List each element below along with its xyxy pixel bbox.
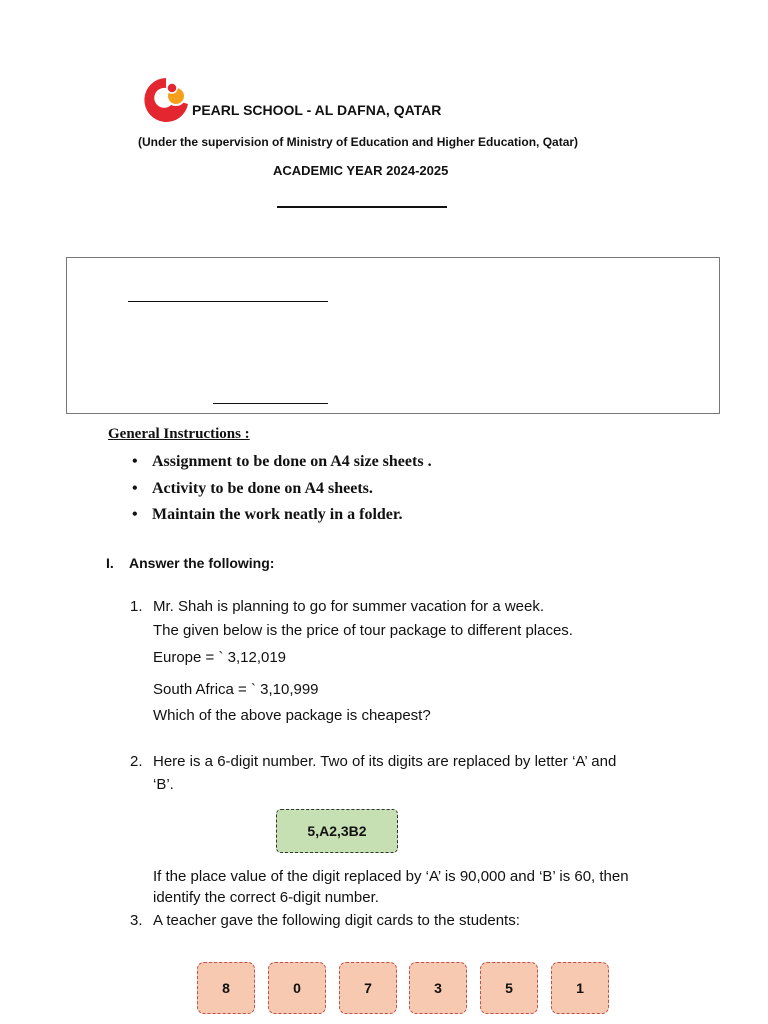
date-blank-line	[213, 403, 328, 404]
q1-line1: Mr. Shah is planning to go for summer vacation for a week.	[153, 598, 545, 615]
bullet-icon: •	[132, 506, 138, 523]
question-number: 3.	[130, 912, 143, 929]
instruction-text: Maintain the work neatly in a folder.	[152, 506, 403, 523]
q2-line3: If the place value of the digit replaced by ‘A’ is 90,000 and ‘B’ is 60, then	[153, 868, 629, 885]
school-logo	[140, 74, 192, 126]
section-heading	[106, 555, 274, 571]
digit-card: 3	[409, 962, 467, 1014]
number-code-box: 5,A2,3B2	[276, 809, 398, 853]
academic-year: ACADEMIC YEAR 2024-2025	[273, 163, 449, 178]
q1-line2: The given below is the price of tour package to different places.	[153, 622, 573, 639]
q1-south-africa-price: South Africa = ` 3,10,999	[153, 681, 319, 698]
student-info-box	[66, 257, 720, 414]
digit-card: 7	[339, 962, 397, 1014]
name-blank-line	[128, 301, 328, 302]
instruction-text: Activity to be done on A4 sheets.	[152, 479, 373, 497]
school-name: PEARL SCHOOL - AL DAFNA, QATAR	[192, 102, 442, 118]
bullet-icon: •	[132, 453, 138, 470]
instructions-list	[132, 451, 432, 531]
digit-card: 0	[268, 962, 326, 1014]
question-number: 1.	[130, 598, 143, 615]
bullet-icon: •	[132, 479, 138, 497]
question-number: 2.	[130, 753, 143, 770]
q2-line4: identify the correct 6-digit number.	[153, 889, 379, 906]
instruction-item	[132, 504, 432, 531]
section-title: Answer the following:	[129, 555, 275, 571]
q1-europe-price: Europe = ` 3,12,019	[153, 649, 287, 666]
digit-card: 8	[197, 962, 255, 1014]
q1-question: Which of the above package is cheapest?	[153, 707, 431, 724]
instruction-item	[132, 478, 432, 505]
digit-card: 5	[480, 962, 538, 1014]
instruction-item	[132, 451, 432, 478]
title-underline	[277, 206, 447, 208]
digit-card: 1	[551, 962, 609, 1014]
general-instructions-title: General Instructions :	[108, 426, 250, 442]
supervision-note: (Under the supervision of Ministry of Education and Higher Education, Qatar)	[138, 135, 579, 149]
q2-line1: Here is a 6-digit number. Two of its digits are replaced by letter ‘A’ and	[153, 753, 617, 770]
q3-line1: A teacher gave the following digit cards to the students:	[153, 912, 520, 929]
q2-line2: ‘B’.	[153, 776, 174, 793]
instruction-text: Assignment to be done on A4 size sheets .	[152, 453, 432, 470]
section-number: I.	[106, 555, 114, 571]
